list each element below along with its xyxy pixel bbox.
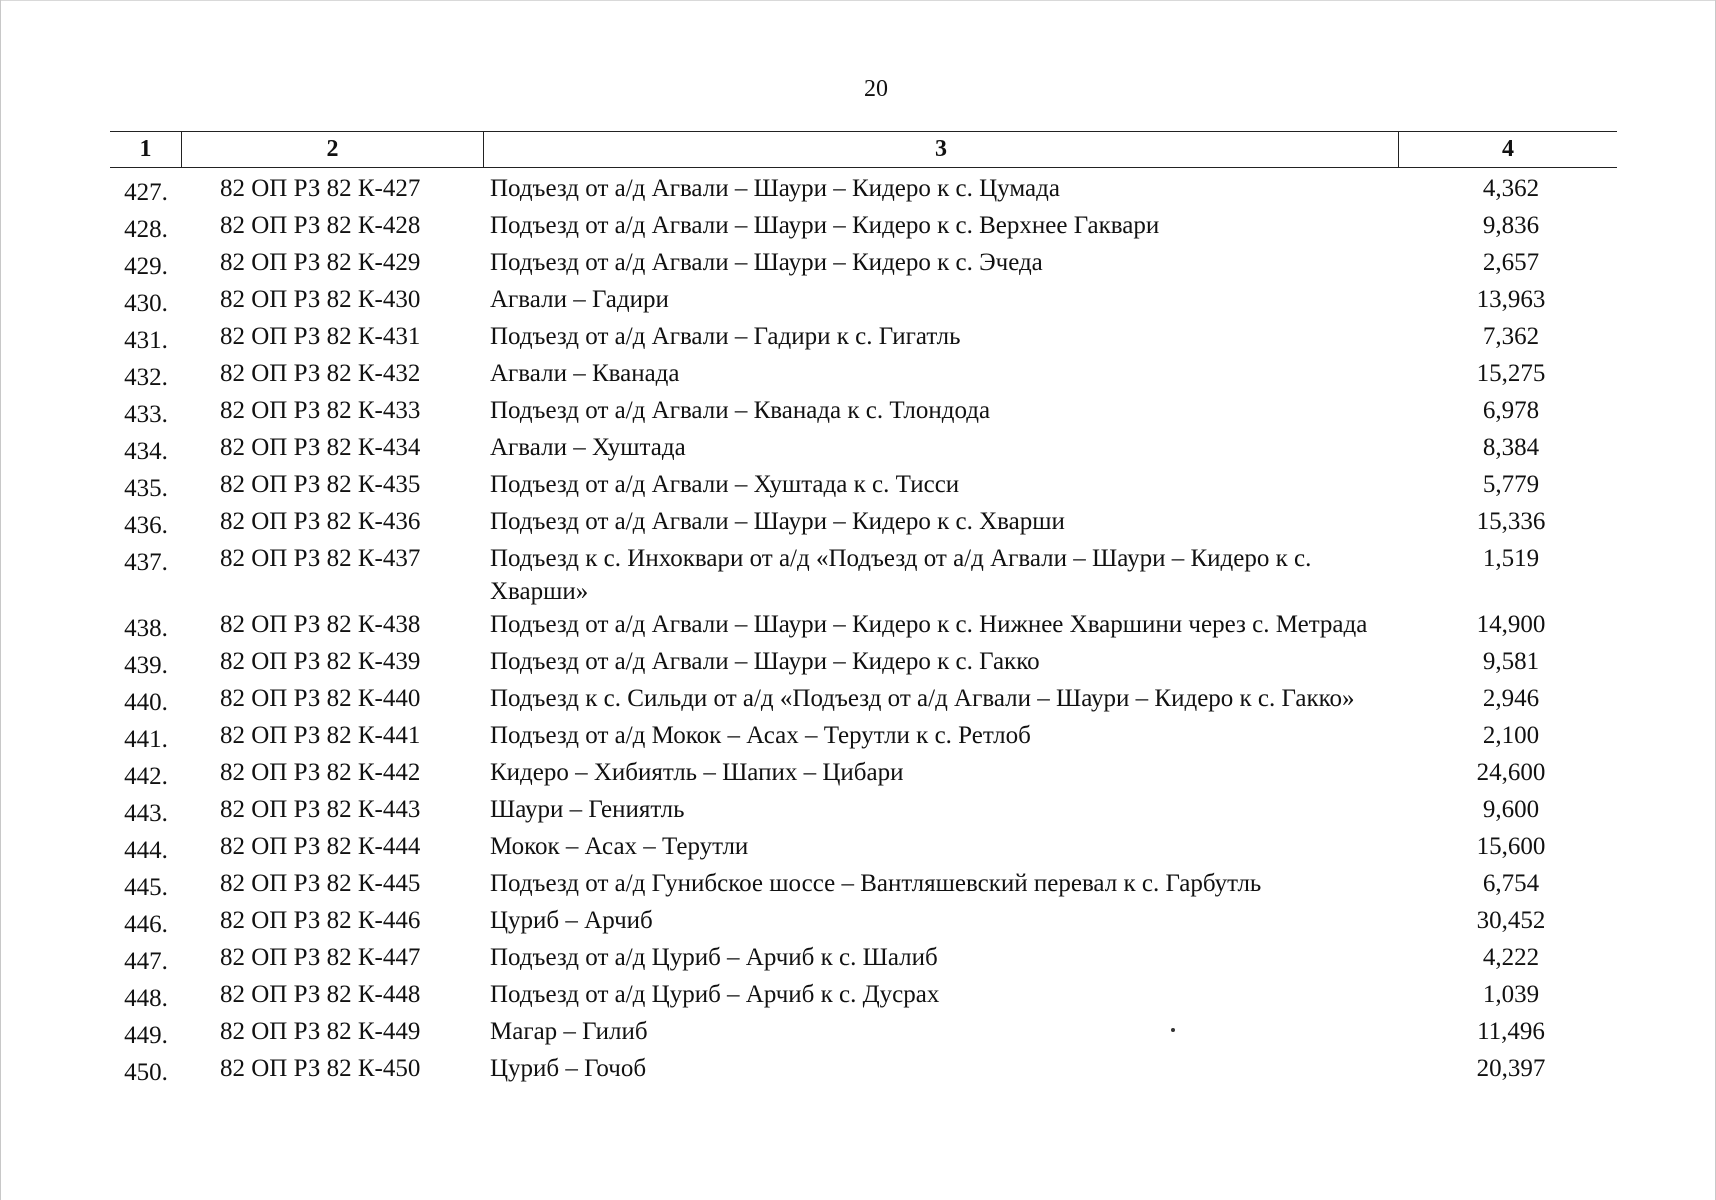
row-number: 431.	[124, 327, 168, 354]
row-road-length: 1,039	[1482, 981, 1540, 1008]
table-row	[110, 172, 1617, 209]
row-road-name: Агвали – Гадири	[490, 286, 669, 313]
row-road-code: 82 ОП РЗ 82 К-449	[220, 1018, 421, 1045]
row-number: 429.	[124, 253, 168, 280]
table-row	[110, 830, 1617, 867]
row-number: 438.	[124, 615, 168, 642]
row-road-code: 82 ОП РЗ 82 К-446	[220, 907, 421, 934]
row-number: 432.	[124, 364, 168, 391]
row-road-length: 6,978	[1482, 397, 1540, 424]
row-road-length: 2,946	[1482, 685, 1540, 712]
row-number: 428.	[124, 216, 168, 243]
table-row	[110, 283, 1617, 320]
table-row	[110, 756, 1617, 793]
table-row	[110, 320, 1617, 357]
row-road-code: 82 ОП РЗ 82 К-433	[220, 397, 421, 424]
row-road-code: 82 ОП РЗ 82 К-432	[220, 360, 421, 387]
row-number: 442.	[124, 763, 168, 790]
row-road-code: 82 ОП РЗ 82 К-437	[220, 545, 421, 572]
row-road-name: Подъезд от а/д Агвали – Гадири к с. Гигатль	[490, 323, 961, 350]
row-road-name: Подъезд от а/д Цуриб – Арчиб к с. Шалиб	[490, 944, 938, 971]
row-number: 449.	[124, 1022, 168, 1049]
table-row	[110, 867, 1617, 904]
row-road-length: 4,362	[1482, 175, 1540, 202]
scan-edge-top	[0, 0, 1716, 1]
row-road-name: Магар – Гилиб	[490, 1018, 648, 1045]
table-header-row	[110, 131, 1617, 168]
row-road-name: Цуриб – Арчиб	[490, 907, 653, 934]
table-row	[110, 645, 1617, 682]
row-road-length: 5,779	[1482, 471, 1540, 498]
scan-edge-left	[0, 0, 1, 1200]
header-col-4: 4	[1502, 136, 1514, 162]
table-row	[110, 246, 1617, 283]
row-number: 437.	[124, 549, 168, 576]
row-road-code: 82 ОП РЗ 82 К-450	[220, 1055, 421, 1082]
row-road-length: 14,900	[1476, 611, 1546, 638]
roads-table	[110, 131, 1617, 1089]
row-road-name: Подъезд от а/д Цуриб – Арчиб к с. Дусрах	[490, 981, 940, 1008]
row-number: 434.	[124, 438, 168, 465]
table-row	[110, 608, 1617, 645]
row-number: 439.	[124, 652, 168, 679]
table-row	[110, 1052, 1617, 1089]
row-road-name: Подъезд от а/д Гунибское шоссе – Вантляшевский перевал к с. Гарбутль	[490, 870, 1262, 897]
row-road-name: Цуриб – Гочоб	[490, 1055, 647, 1082]
row-road-code: 82 ОП РЗ 82 К-438	[220, 611, 421, 638]
row-road-code: 82 ОП РЗ 82 К-434	[220, 434, 421, 461]
row-road-name: Подъезд от а/д Мокок – Асах – Терутли к с. Ретлоб	[490, 722, 1031, 749]
row-road-length: 7,362	[1482, 323, 1540, 350]
row-road-name: Подъезд от а/д Агвали – Шаури – Кидеро к с. Хварши	[490, 508, 1065, 535]
table-row	[110, 505, 1617, 542]
table-row	[110, 978, 1617, 1015]
row-road-name: Агвали – Хуштада	[490, 434, 686, 461]
table-row	[110, 941, 1617, 978]
row-road-name: Подъезд от а/д Агвали – Шаури – Кидеро к с. Верхнее Гаквари	[490, 212, 1160, 239]
row-road-length: 2,657	[1482, 249, 1540, 276]
table-row	[110, 209, 1617, 246]
row-road-name: Подъезд от а/д Агвали – Шаури – Кидеро к с. Цумада	[490, 175, 1060, 202]
row-road-code: 82 ОП РЗ 82 К-448	[220, 981, 421, 1008]
table-body	[110, 172, 1617, 1089]
row-number: 445.	[124, 874, 168, 901]
row-number: 427.	[124, 179, 168, 206]
row-road-name: Подъезд от а/д Агвали – Шаури – Кидеро к с. Эчеда	[490, 249, 1043, 276]
row-road-length: 11,496	[1477, 1018, 1545, 1045]
row-road-name: Шаури – Гениятль	[490, 796, 685, 823]
row-road-name: Подъезд от а/д Агвали – Кванада к с. Тлондода	[490, 397, 991, 424]
row-road-code: 82 ОП РЗ 82 К-445	[220, 870, 421, 897]
table-row	[110, 357, 1617, 394]
row-number: 433.	[124, 401, 168, 428]
row-road-name: Подъезд от а/д Агвали – Хуштада к с. Тисси	[490, 471, 960, 498]
row-number: 450.	[124, 1059, 168, 1086]
header-col-1: 1	[110, 132, 182, 167]
row-number: 448.	[124, 985, 168, 1012]
row-road-code: 82 ОП РЗ 82 К-442	[220, 759, 421, 786]
scan-speck	[1171, 1028, 1175, 1032]
table-row	[110, 719, 1617, 756]
table-row	[110, 542, 1617, 608]
row-road-code: 82 ОП РЗ 82 К-427	[220, 175, 421, 202]
row-road-code: 82 ОП РЗ 82 К-443	[220, 796, 421, 823]
row-road-length: 20,397	[1476, 1055, 1546, 1082]
row-road-code: 82 ОП РЗ 82 К-431	[220, 323, 421, 350]
row-road-length: 15,336	[1476, 508, 1546, 535]
table-row	[110, 468, 1617, 505]
row-road-length: 2,100	[1482, 722, 1540, 749]
table-row	[110, 682, 1617, 719]
header-col-3: 3	[484, 132, 1399, 167]
row-number: 440.	[124, 689, 168, 716]
table-row	[110, 394, 1617, 431]
row-number: 435.	[124, 475, 168, 502]
header-col-2: 2	[182, 132, 484, 167]
page-number	[0, 76, 1716, 103]
row-road-name: Мокок – Асах – Терутли	[490, 833, 749, 860]
row-road-code: 82 ОП РЗ 82 К-435	[220, 471, 421, 498]
row-road-length: 1,519	[1482, 545, 1540, 572]
row-road-length: 15,275	[1476, 360, 1546, 387]
table-row	[110, 904, 1617, 941]
row-road-code: 82 ОП РЗ 82 К-436	[220, 508, 421, 535]
row-road-code: 82 ОП РЗ 82 К-447	[220, 944, 421, 971]
row-road-name: Подъезд от а/д Агвали – Шаури – Кидеро к с. Нижнее Хваршини через с. Метрада	[490, 611, 1368, 638]
table-row	[110, 793, 1617, 830]
row-road-length: 9,581	[1482, 648, 1540, 675]
row-road-code: 82 ОП РЗ 82 К-428	[220, 212, 421, 239]
row-road-length: 9,600	[1482, 796, 1540, 823]
row-road-length: 8,384	[1482, 434, 1540, 461]
row-road-name: Кидеро – Хибиятль – Шапих – Цибари	[490, 759, 904, 786]
row-number: 446.	[124, 911, 168, 938]
page-number-text: 20	[864, 76, 888, 102]
row-road-length: 4,222	[1482, 944, 1540, 971]
row-number: 444.	[124, 837, 168, 864]
row-road-name: Подъезд к с. Инхоквари от а/д «Подъезд от а/д Агвали – Шаури – Кидеро к с. Хварши»	[490, 545, 1312, 605]
table-row	[110, 1015, 1617, 1052]
row-road-length: 13,963	[1476, 286, 1546, 313]
row-number: 447.	[124, 948, 168, 975]
row-road-length: 24,600	[1476, 759, 1546, 786]
row-number: 443.	[124, 800, 168, 827]
row-road-name: Агвали – Кванада	[490, 360, 680, 387]
row-road-length: 6,754	[1482, 870, 1540, 897]
row-road-length: 15,600	[1476, 833, 1546, 860]
row-road-length: 30,452	[1476, 907, 1546, 934]
table-row	[110, 431, 1617, 468]
row-road-code: 82 ОП РЗ 82 К-444	[220, 833, 421, 860]
row-road-code: 82 ОП РЗ 82 К-439	[220, 648, 421, 675]
row-road-code: 82 ОП РЗ 82 К-440	[220, 685, 421, 712]
row-number: 441.	[124, 726, 168, 753]
row-road-code: 82 ОП РЗ 82 К-430	[220, 286, 421, 313]
row-road-length: 9,836	[1482, 212, 1540, 239]
row-number: 436.	[124, 512, 168, 539]
row-road-name: Подъезд от а/д Агвали – Шаури – Кидеро к с. Гакко	[490, 648, 1040, 675]
row-number: 430.	[124, 290, 168, 317]
row-road-name: Подъезд к с. Сильди от а/д «Подъезд от а/д Агвали – Шаури – Кидеро к с. Гакко»	[490, 685, 1355, 712]
row-road-code: 82 ОП РЗ 82 К-429	[220, 249, 421, 276]
row-road-code: 82 ОП РЗ 82 К-441	[220, 722, 421, 749]
